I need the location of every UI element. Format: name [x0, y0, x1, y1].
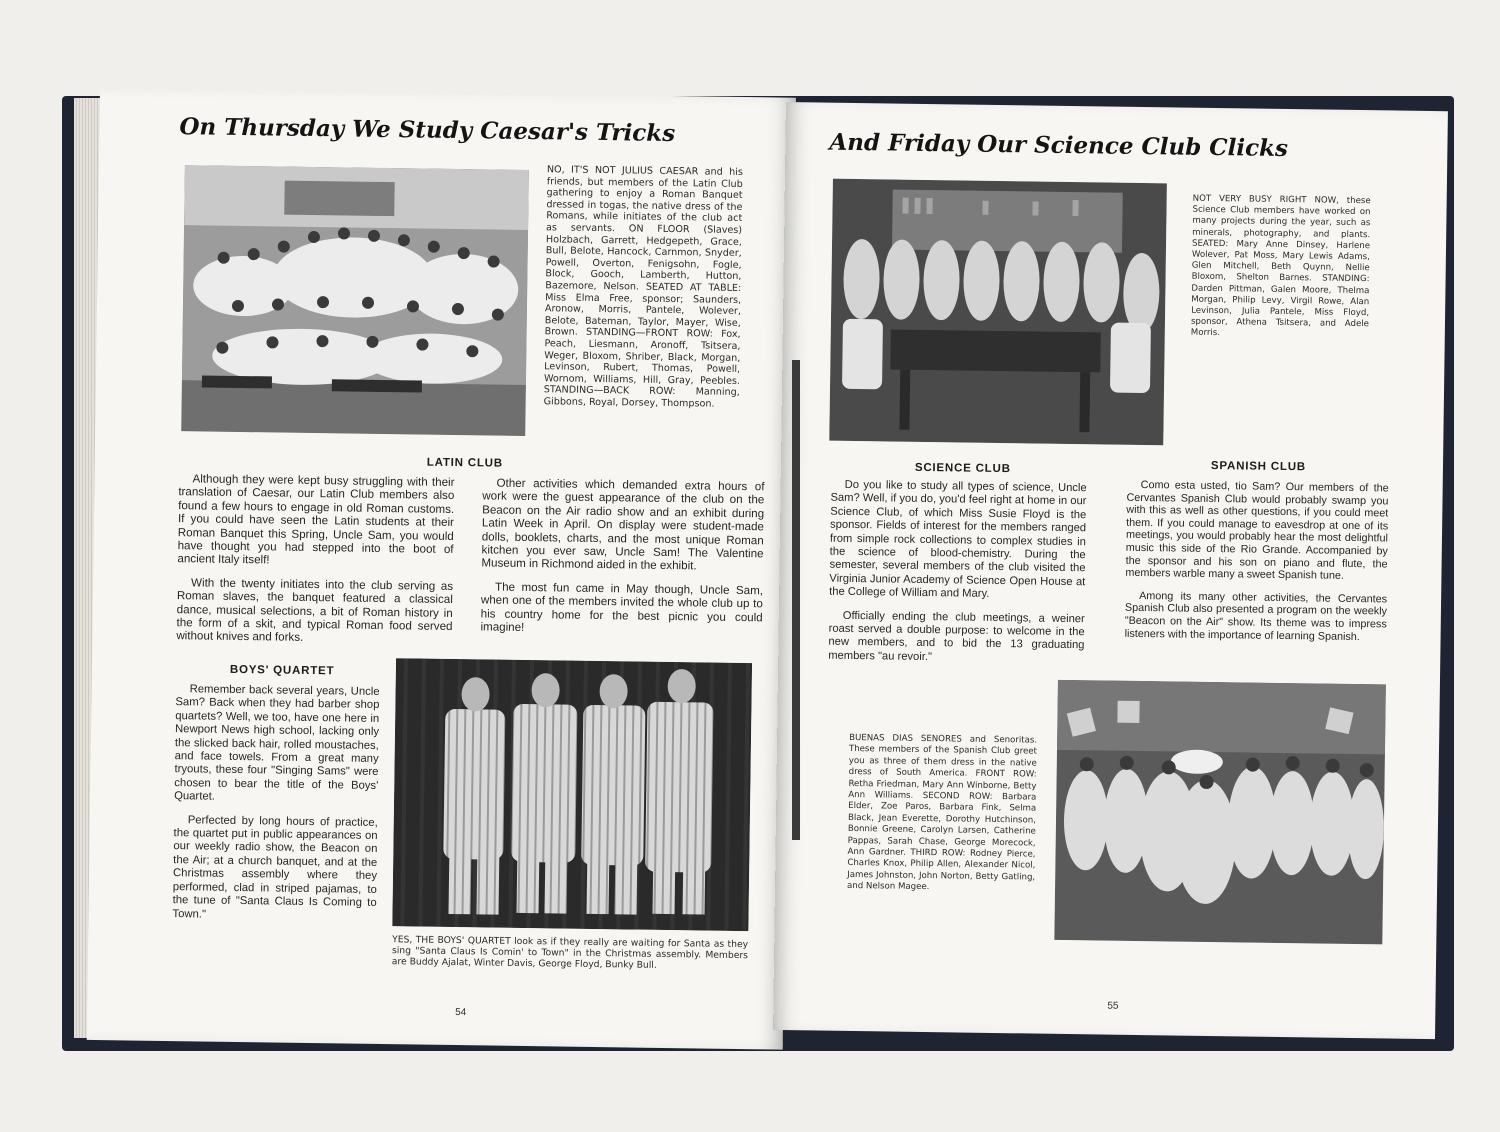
quartet-paragraph-2: Perfected by long hours of practice, the quartet put in public appearances on our weekly radio show, the Beacon on the Air; at a church banquet, and at the Christmas assembly where they performed, clad in striped pajamas, to the tune of "Santa Claus Is Coming to Town." — [172, 813, 378, 921]
left-page-number: 54 — [455, 1007, 467, 1019]
spanish-club-heading: SPANISH CLUB — [1210, 459, 1307, 474]
left-page-title: On Thursday We Study Caesar's Tricks — [179, 113, 676, 148]
right-page — [773, 102, 1448, 1039]
right-page-number: 55 — [1107, 1000, 1119, 1012]
science-paragraph-1: Do you like to study all types of science, Uncle Sam? Well, if you do, you'd feel right at home in our Science Club, of which Miss Susie Floyd is the sponsor. Fields of interest for the members ranged from simple rock collections to complex studies in the science of blood-chemistry. During the semester, several members of the club visited the Virginia Junior Academy of Science Open House at the College of William and Mary. — [829, 478, 1087, 601]
quartet-photo-caption: YES, THE BOYS' QUARTET look as if they really are waiting for Santa as they sing "Santa Claus Is Comin' to Town" in the Christmas assembly. Members are Buddy Ajalat, Winter Davis, George Floyd, Bunky Bull. — [391, 934, 749, 971]
spine-shadow — [792, 360, 800, 840]
latin-photo-caption: NO, IT'S NOT JULIUS CAESAR and his friends, but members of the Latin Club gathering to enjoy a Roman Banquet dressed in togas, the native dress of the Romans, while initiates of the club act as servants. ON FLOOR (Slaves) Holzbach, Garrett, Hedgepeth, Grace, Bull, Belote, Hancock, Carnmon, Snyder, Powell, Overton, Fenigsohn, Fogle, Block, Gooch, Lamberth, Hutton, Bazemore, Nelson. SEATED AT TABLE: Miss Elma Free, sponsor; Saunders, Aronow, Morris, Pantele, Wolever, Belote, Bateman, Taylor, Mayer, Wise, Brown. STANDING—FRONT ROW: Fox, Peach, Liesmann, Aronoff, Tsitsera, Weger, Bloxom, Shriber, Black, Morgan, Levinson, Rubert, Thomas, Powell, Wornom, Williams, Hill, Gray, Peebles. STANDING—BACK ROW: Manning, Gibbons, Royal, Dorsey, Thompson. — [543, 164, 743, 410]
latin-club-photo — [181, 165, 529, 436]
science-column — [828, 479, 1087, 677]
latin-paragraph-3: Other activities which demanded extra hours of work were the guest appearance of the club on the Beacon on the Air radio show and an exhibit during Latin Week in April. On display were student-made dolls, booklets, charts, and the most unique Roman kitchen you ever saw, Uncle Sam! The Valentine Museum in Richmond aided in the exhibit. — [481, 476, 765, 573]
latin-column-2 — [480, 476, 764, 647]
latin-paragraph-4: The most fun came in May though, Uncle Sam, when one of the members invited the whole club up to his country home for the best picnic you could imagine! — [480, 580, 764, 635]
latin-paragraph-1: Although they were kept busy struggling with their translation of Caesar, our Latin Club members also found a few hours to engage in old Roman customs. If you could have seen the Latin students at their Roman Banquet this Spring, Uncle Sam, you would have thought you had stepped into the boot of ancient Italy itself! — [177, 472, 455, 567]
spanish-photo-caption: BUENAS DIAS SENORES and Senoritas. These members of the Spanish Club greet you as three of them dress in the native dress of South America. FRONT ROW: Retha Friedman, Mary Ann Winborne, Betty Ann Williams. SECOND ROW: Barbara Elder, Zoe Paros, Barbara Fink, Selma Black, Jean Everette, Dorothy Hutchinson, Bonnie Greene, Carolyn Larsen, Catherine Pappas, Sarah Chase, George Morecock, Ann Gardner. THIRD ROW: Rodney Pierce, Charles Knox, Philip Allen, Alexander Nicol, James Johnston, John Norton, Betty Gatling, and Nelson Magee. — [846, 732, 1038, 893]
science-club-heading: SCIENCE CLUB — [914, 461, 1011, 476]
latin-paragraph-2: With the twenty initiates into the club serving as Roman slaves, the banquet featured a classical dance, musical selections, a bit of Roman history in the form of a skit, and typical Roman food served without knives and forks. — [176, 576, 454, 645]
quartet-column — [172, 683, 379, 934]
spanish-paragraph-2: Among its many other activities, the Cervantes Spanish Club also presented a program on the weekly "Beacon on the Air" show. Its theme was to impress listeners with the importance of learning Spanish. — [1124, 589, 1388, 643]
boys-quartet-photo — [392, 658, 752, 931]
science-photo-caption: NOT VERY BUSY RIGHT NOW, these Science Club members have worked on many projects during the year, such as minerals, photography, and plants. SEATED: Mary Anne Dinsey, Harlene Wolever, Pat Moss, Mary Lewis Adams, Glen Mitchell, Beth Quynn, Nellie Bloxom, Shelton Barnes. STANDING: Darden Pittman, Galen Moore, Thelma Morgan, Philip Levy, Virgil Rowe, Alan Levinson, Julia Pantele, Miss Floyd, sponsor, Athena Tsitsera, and Adele Morris. — [1190, 193, 1371, 339]
quartet-paragraph-1: Remember back several years, Uncle Sam? Back when they had barber shop quartets? Well, we too, have one here in Newport News high school, lacking only the slicked back hair, rolled moustaches, and face towels. From a great many tryouts, these four "Singing Sams" were chosen to bear the title of the Boys' Quartet. — [174, 683, 380, 803]
left-page — [87, 88, 796, 1050]
spanish-column — [1124, 479, 1388, 654]
latin-club-heading: LATIN CLUB — [426, 456, 504, 470]
science-paragraph-2: Officially ending the club meetings, a weiner roast served a double purpose: to welcome in the new members, and to bid the 13 graduating members "au revoir." — [828, 609, 1085, 663]
right-page-title: And Friday Our Science Club Clicks — [829, 128, 1289, 163]
science-club-photo — [829, 179, 1167, 446]
latin-column-1 — [176, 472, 454, 657]
spanish-club-photo — [1054, 680, 1386, 945]
boys-quartet-heading: BOYS' QUARTET — [229, 663, 335, 678]
spanish-paragraph-1: Como esta usted, tio Sam? Our members of the Cervantes Spanish Club would probably swamp you with this as well as other questions, if you could meet them. If you could manage to eavesdrop at one of its meetings, you would probably hear the most delightful music this side of the Rio Grande. Accompanied by the sponsor and his son on piano and flute, the members warble many a sweet Spanish tune. — [1125, 478, 1389, 582]
